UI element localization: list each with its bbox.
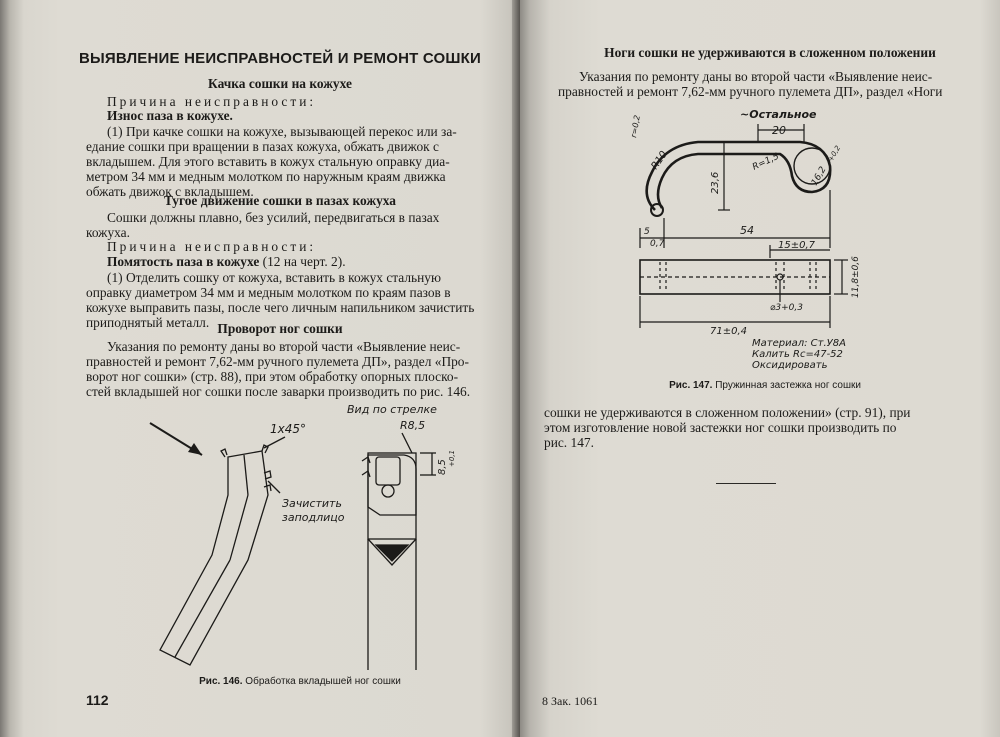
figure-147-drawing: [620, 100, 880, 370]
dim-20-label: 20: [772, 124, 786, 137]
note-oxid: Оксидировать: [752, 360, 828, 370]
section1-line: едание сошки при вращении в пазах кожуха, обжать движок с: [86, 139, 439, 154]
dim-r10-label: R10: [649, 149, 670, 172]
main-heading: ВЫЯВЛЕНИЕ НЕИСПРАВНОСТЕЙ И РЕМОНТ СОШКИ: [79, 50, 481, 67]
dim-15-label: 15±0,7: [778, 240, 816, 251]
right-closing-line: рис. 147.: [544, 435, 594, 450]
section1-line: вкладышем. Для этого вставить в кожух стальную оправку диа-: [86, 154, 450, 169]
section1-line: (1) При качке сошки на кожухе, вызывающей перекос или за-: [107, 124, 457, 139]
section3-line: стей вкладышей ног сошки после заварки производить по рис. 146.: [86, 384, 471, 399]
right-intro: [558, 69, 966, 99]
section1-body: [86, 124, 496, 199]
view-label: Вид по стрелке: [347, 403, 437, 416]
note-hardness: Калить Rc=47-52: [752, 349, 843, 360]
figure-146-drawing: [140, 395, 470, 680]
caption-146-text: Обработка вкладышей ног сошки: [242, 676, 401, 687]
section2-title: Тугое движение сошки в пазах кожуха: [164, 193, 396, 208]
section1-title: Качка сошки на кожухе: [208, 76, 352, 91]
section2-intro-line: кожуха.: [86, 225, 130, 240]
dim-23-label: 23,6: [710, 171, 721, 194]
section2-line: (1) Отделить сошку от кожуха, вставить в кожух стальную: [107, 270, 441, 285]
dim-r15-label: R=1,5: [751, 151, 781, 173]
figure-147-caption: [600, 380, 930, 391]
dim-hole-label: ⌀3+0,3: [770, 303, 803, 313]
note-material: Материал: Ст.У8А: [752, 338, 846, 349]
right-closing: [544, 405, 966, 450]
right-intro-line: Указания по ремонту даны во второй части «Выявление неис-: [579, 69, 933, 84]
section1-line: обжать движок с вкладышем.: [86, 184, 254, 199]
caption-147-text: Пружинная застежка ног сошки: [712, 380, 861, 391]
dim-16-label: 16,2: [809, 165, 829, 188]
right-page: [520, 0, 1000, 737]
right-closing-line: сошки не удерживаются в сложенном положении» (стр. 91), при: [544, 405, 911, 420]
section1-cause: Износ паза в кожухе.: [107, 108, 233, 123]
right-closing-line: этом изготовление новой застежки ног сошки производить по: [544, 420, 897, 435]
section3-line: правностей и ремонт 7,62-мм ручного пулемета ДП», раздел «Про-: [86, 354, 469, 369]
clean-label-1: Зачистить: [282, 497, 342, 510]
dim-54-label: 54: [740, 224, 754, 237]
caption-147-number: Рис. 147.: [669, 380, 713, 391]
dim-8-5-label: 8,5: [437, 459, 448, 475]
right-intro-line: правностей и ремонт 7,62-мм ручного пулемета ДП», раздел «Ноги: [558, 84, 943, 99]
section2-line: кожухе выправить пазы, после чего личным напильником зачистить: [86, 300, 475, 315]
section3-body: [86, 339, 496, 399]
section2-cause-bold: Помятость паза в кожухе: [107, 254, 260, 269]
page-footer: 8 Зак. 1061: [542, 694, 599, 708]
section3-title: Проворот ног сошки: [217, 321, 343, 336]
section3-line: Указания по ремонту даны во второй части «Выявление неис-: [107, 339, 461, 354]
dim-r02-label: r=0,2: [629, 114, 642, 139]
section3-line: ворот ног сошки» (стр. 88), при этом обработку опорных плоско-: [86, 369, 459, 384]
spring-clip-outline: [647, 142, 831, 210]
page-number: 112: [86, 692, 109, 708]
section2-line: оправку диаметром 34 мм и медным молотком по краям пазов в: [86, 285, 451, 300]
rest-label: ~Остальное: [740, 108, 817, 121]
figure-146-caption: [150, 676, 450, 687]
dim-5-label: 5: [644, 227, 650, 237]
dim-07-label: 0,7: [650, 239, 665, 249]
dim-71-label: 71±0,4: [710, 326, 748, 337]
chamfer-label: 1х45°: [270, 422, 307, 436]
caption-146-number: Рис. 146.: [199, 676, 243, 687]
arrow-head-icon: [188, 443, 202, 455]
left-leg-outline: [160, 451, 268, 665]
section2-intro: [86, 210, 496, 240]
right-heading: Ноги сошки не удерживаются в сложенном положении: [604, 45, 936, 60]
section2-cause-rest: (12 на черт. 2).: [259, 254, 346, 269]
radius-label: R8,5: [400, 419, 426, 432]
section1-cause-label: Причина неисправности:: [107, 94, 317, 109]
section1-line: метром 34 мм и медным молотком по наружным краям движка: [86, 169, 446, 184]
section2-cause: [107, 254, 346, 269]
end-divider: [716, 483, 776, 484]
section2-cause-label: Причина неисправности:: [107, 239, 317, 254]
dim-tolerance-label: +0,1: [448, 450, 456, 467]
clean-label-2: заподлицо: [282, 511, 345, 524]
section2-intro-line: Сошки должны плавно, без усилий, передвигаться в пазах: [107, 210, 440, 225]
dim-11-label: 11,8±0,6: [851, 256, 861, 298]
dim-16-tol-label: +0,2: [826, 144, 843, 163]
section2-line: приподнятый металл.: [86, 315, 210, 330]
